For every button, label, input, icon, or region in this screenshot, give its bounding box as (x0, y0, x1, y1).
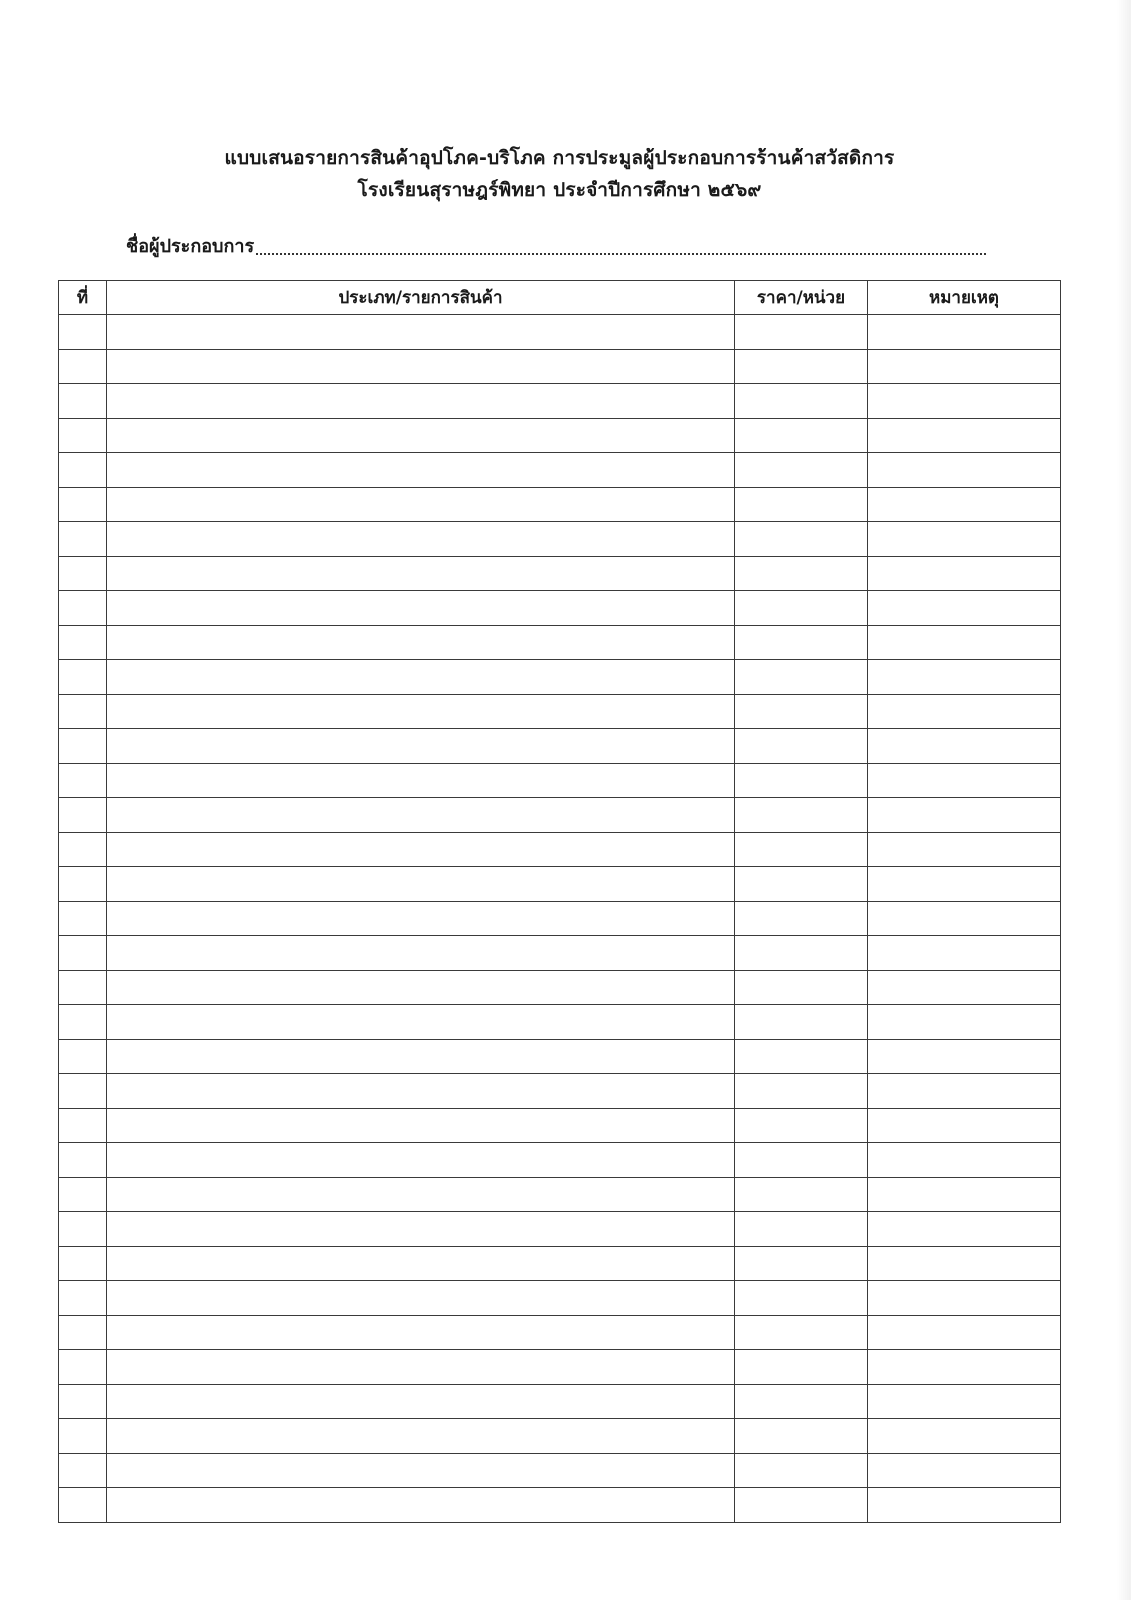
table-row (59, 1039, 1061, 1074)
cell-item[interactable] (107, 1177, 735, 1212)
table-row (59, 522, 1061, 557)
cell-number[interactable] (59, 694, 107, 729)
table-row (59, 556, 1061, 591)
cell-number[interactable] (59, 522, 107, 557)
cell-item[interactable] (107, 1246, 735, 1281)
cell-number[interactable] (59, 349, 107, 384)
cell-price-per-unit[interactable] (735, 1350, 868, 1385)
cell-number[interactable] (59, 1074, 107, 1109)
document-title-line1: แบบเสนอรายการสินค้าอุปโภค-บริโภค การประมูลผู้ประกอบการร้านค้าสวัสดิการ (224, 147, 895, 169)
cell-number[interactable] (59, 1143, 107, 1178)
cell-remarks[interactable] (868, 1005, 1061, 1040)
cell-number[interactable] (59, 763, 107, 798)
cell-remarks[interactable] (868, 1143, 1061, 1178)
cell-item[interactable] (107, 1488, 735, 1523)
cell-remarks[interactable] (868, 1039, 1061, 1074)
cell-item[interactable] (107, 1039, 735, 1074)
cell-remarks[interactable] (868, 1074, 1061, 1109)
cell-remarks[interactable] (868, 522, 1061, 557)
table-row (59, 1453, 1061, 1488)
cell-price-per-unit[interactable] (735, 1384, 868, 1419)
cell-remarks[interactable] (868, 694, 1061, 729)
table-row (59, 315, 1061, 350)
cell-number[interactable] (59, 1039, 107, 1074)
cell-number[interactable] (59, 591, 107, 626)
cell-item[interactable] (107, 970, 735, 1005)
table-row (59, 936, 1061, 971)
cell-item[interactable] (107, 660, 735, 695)
table-row (59, 660, 1061, 695)
cell-item[interactable] (107, 1005, 735, 1040)
cell-price-per-unit[interactable] (735, 1074, 868, 1109)
cell-remarks[interactable] (868, 1212, 1061, 1247)
cell-price-per-unit[interactable] (735, 936, 868, 971)
cell-item[interactable] (107, 1108, 735, 1143)
cell-remarks[interactable] (868, 1177, 1061, 1212)
cell-price-per-unit[interactable] (735, 1212, 868, 1247)
cell-number[interactable] (59, 798, 107, 833)
cell-price-per-unit[interactable] (735, 729, 868, 764)
cell-remarks[interactable] (868, 1488, 1061, 1523)
cell-item[interactable] (107, 522, 735, 557)
cell-price-per-unit[interactable] (735, 1177, 868, 1212)
cell-price-per-unit[interactable] (735, 625, 868, 660)
cell-number[interactable] (59, 729, 107, 764)
table-row (59, 1384, 1061, 1419)
cell-number[interactable] (59, 418, 107, 453)
cell-number[interactable] (59, 1488, 107, 1523)
cell-remarks[interactable] (868, 418, 1061, 453)
cell-item[interactable] (107, 1350, 735, 1385)
cell-remarks[interactable] (868, 384, 1061, 419)
cell-price-per-unit[interactable] (735, 901, 868, 936)
cell-price-per-unit[interactable] (735, 763, 868, 798)
cell-item[interactable] (107, 694, 735, 729)
cell-item[interactable] (107, 1453, 735, 1488)
cell-number[interactable] (59, 1453, 107, 1488)
cell-remarks[interactable] (868, 901, 1061, 936)
cell-item[interactable] (107, 418, 735, 453)
cell-price-per-unit[interactable] (735, 1005, 868, 1040)
cell-remarks[interactable] (868, 556, 1061, 591)
cell-remarks[interactable] (868, 1281, 1061, 1316)
table-row (59, 798, 1061, 833)
cell-number[interactable] (59, 970, 107, 1005)
cell-remarks[interactable] (868, 763, 1061, 798)
cell-number[interactable] (59, 660, 107, 695)
cell-remarks[interactable] (868, 1315, 1061, 1350)
cell-price-per-unit[interactable] (735, 1315, 868, 1350)
cell-price-per-unit[interactable] (735, 1039, 868, 1074)
cell-item[interactable] (107, 556, 735, 591)
table-row (59, 1246, 1061, 1281)
table-row (59, 1143, 1061, 1178)
table-row (59, 901, 1061, 936)
cell-price-per-unit[interactable] (735, 591, 868, 626)
cell-remarks[interactable] (868, 1453, 1061, 1488)
cell-item[interactable] (107, 487, 735, 522)
cell-number[interactable] (59, 1246, 107, 1281)
cell-number[interactable] (59, 1350, 107, 1385)
cell-price-per-unit[interactable] (735, 487, 868, 522)
table-row (59, 694, 1061, 729)
cell-item[interactable] (107, 729, 735, 764)
cell-price-per-unit[interactable] (735, 1453, 868, 1488)
cell-number[interactable] (59, 556, 107, 591)
operator-name-label: ชื่อผู้ประกอบการ (126, 236, 255, 257)
table-row (59, 1108, 1061, 1143)
table-row (59, 729, 1061, 764)
cell-number[interactable] (59, 1005, 107, 1040)
cell-price-per-unit[interactable] (735, 1281, 868, 1316)
table-row (59, 1212, 1061, 1247)
cell-item[interactable] (107, 591, 735, 626)
cell-item[interactable] (107, 936, 735, 971)
cell-item[interactable] (107, 798, 735, 833)
cell-price-per-unit[interactable] (735, 384, 868, 419)
cell-number[interactable] (59, 315, 107, 350)
cell-price-per-unit[interactable] (735, 867, 868, 902)
table-row (59, 625, 1061, 660)
column-header-item: ประเภท/รายการสินค้า (107, 281, 735, 315)
cell-remarks[interactable] (868, 867, 1061, 902)
cell-number[interactable] (59, 1108, 107, 1143)
cell-number[interactable] (59, 625, 107, 660)
table-row (59, 1074, 1061, 1109)
cell-item[interactable] (107, 1212, 735, 1247)
cell-item[interactable] (107, 1384, 735, 1419)
cell-remarks[interactable] (868, 453, 1061, 488)
cell-number[interactable] (59, 867, 107, 902)
cell-item[interactable] (107, 625, 735, 660)
cell-remarks[interactable] (868, 1350, 1061, 1385)
cell-number[interactable] (59, 901, 107, 936)
cell-price-per-unit[interactable] (735, 1108, 868, 1143)
cell-price-per-unit[interactable] (735, 1143, 868, 1178)
cell-price-per-unit[interactable] (735, 1246, 868, 1281)
table-row (59, 1350, 1061, 1385)
cell-number[interactable] (59, 1315, 107, 1350)
cell-remarks[interactable] (868, 487, 1061, 522)
table-row (59, 591, 1061, 626)
cell-item[interactable] (107, 1281, 735, 1316)
cell-item[interactable] (107, 1143, 735, 1178)
cell-number[interactable] (59, 1384, 107, 1419)
cell-remarks[interactable] (868, 832, 1061, 867)
table-row (59, 453, 1061, 488)
table-row (59, 867, 1061, 902)
cell-item[interactable] (107, 384, 735, 419)
cell-number[interactable] (59, 1419, 107, 1454)
column-header-price-per-unit: ราคา/หน่วย (735, 281, 868, 315)
table-header-row (59, 281, 1061, 315)
cell-price-per-unit[interactable] (735, 970, 868, 1005)
cell-number[interactable] (59, 453, 107, 488)
document-title-line2: โรงเรียนสุราษฎร์พิทยา ประจำปีการศึกษา ๒๕๖๙ (357, 179, 762, 201)
cell-remarks[interactable] (868, 1246, 1061, 1281)
cell-remarks[interactable] (868, 625, 1061, 660)
cell-number[interactable] (59, 1281, 107, 1316)
cell-item[interactable] (107, 763, 735, 798)
cell-item[interactable] (107, 349, 735, 384)
operator-name-dotted-line[interactable] (256, 253, 986, 255)
cell-remarks[interactable] (868, 349, 1061, 384)
cell-item[interactable] (107, 1419, 735, 1454)
operator-name-field[interactable] (126, 234, 986, 260)
table-row (59, 487, 1061, 522)
cell-item[interactable] (107, 832, 735, 867)
cell-item[interactable] (107, 1315, 735, 1350)
cell-price-per-unit[interactable] (735, 556, 868, 591)
cell-remarks[interactable] (868, 729, 1061, 764)
cell-price-per-unit[interactable] (735, 798, 868, 833)
cell-price-per-unit[interactable] (735, 349, 868, 384)
cell-item[interactable] (107, 315, 735, 350)
cell-price-per-unit[interactable] (735, 522, 868, 557)
page-edge-shadow (1117, 0, 1131, 1600)
cell-remarks[interactable] (868, 1384, 1061, 1419)
cell-remarks[interactable] (868, 660, 1061, 695)
table-row (59, 1281, 1061, 1316)
cell-remarks[interactable] (868, 1419, 1061, 1454)
cell-number[interactable] (59, 1212, 107, 1247)
cell-item[interactable] (107, 1074, 735, 1109)
table-body (59, 315, 1061, 1523)
column-header-number: ที่ (59, 281, 107, 315)
table-row (59, 763, 1061, 798)
cell-item[interactable] (107, 901, 735, 936)
cell-price-per-unit[interactable] (735, 832, 868, 867)
cell-remarks[interactable] (868, 1108, 1061, 1143)
table-row (59, 1315, 1061, 1350)
cell-number[interactable] (59, 1177, 107, 1212)
cell-item[interactable] (107, 867, 735, 902)
cell-number[interactable] (59, 936, 107, 971)
cell-item[interactable] (107, 453, 735, 488)
column-header-remarks: หมายเหตุ (868, 281, 1061, 315)
cell-remarks[interactable] (868, 315, 1061, 350)
table-row (59, 832, 1061, 867)
table-row (59, 1419, 1061, 1454)
cell-price-per-unit[interactable] (735, 694, 868, 729)
product-list-table (58, 280, 1061, 1523)
cell-remarks[interactable] (868, 970, 1061, 1005)
cell-number[interactable] (59, 487, 107, 522)
table-row (59, 1005, 1061, 1040)
cell-price-per-unit[interactable] (735, 418, 868, 453)
cell-price-per-unit[interactable] (735, 1419, 868, 1454)
table-row (59, 384, 1061, 419)
cell-price-per-unit[interactable] (735, 315, 868, 350)
cell-remarks[interactable] (868, 591, 1061, 626)
table-row (59, 418, 1061, 453)
table-row (59, 349, 1061, 384)
cell-price-per-unit[interactable] (735, 1488, 868, 1523)
table-row (59, 1177, 1061, 1212)
cell-number[interactable] (59, 832, 107, 867)
cell-number[interactable] (59, 384, 107, 419)
cell-remarks[interactable] (868, 936, 1061, 971)
table-row (59, 970, 1061, 1005)
table-row (59, 1488, 1061, 1523)
cell-remarks[interactable] (868, 798, 1061, 833)
cell-price-per-unit[interactable] (735, 660, 868, 695)
cell-price-per-unit[interactable] (735, 453, 868, 488)
